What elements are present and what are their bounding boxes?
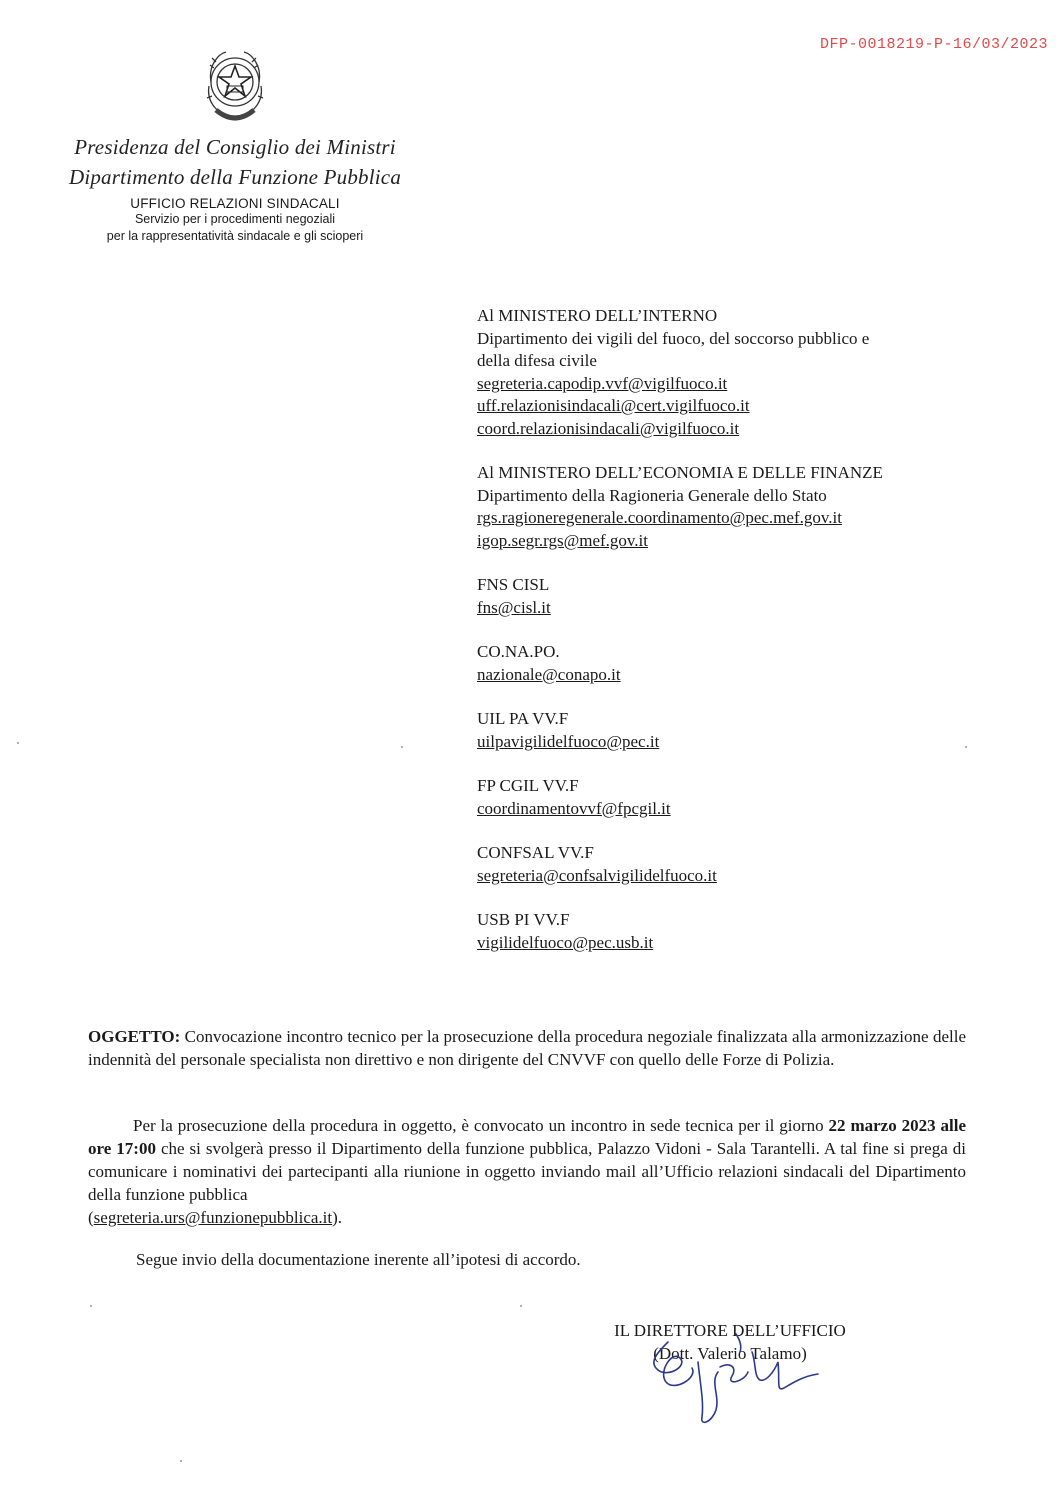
meeting-date: 22 marzo 2023 alle ore 17:00 bbox=[88, 1116, 966, 1158]
body-text-part-1: Per la prosecuzione della procedura in oggetto, è convocato un incontro in sede tecnica per il giorno bbox=[133, 1116, 829, 1135]
recipient-department: della difesa civile bbox=[477, 351, 597, 370]
recipient-block bbox=[477, 909, 957, 954]
recipient-name: Al MINISTERO DELL’ECONOMIA E DELLE FINANZE bbox=[477, 463, 883, 482]
recipient-block bbox=[477, 641, 957, 686]
recipient-department: Dipartimento dei vigili del fuoco, del soccorso pubblico e bbox=[477, 328, 870, 348]
subject-paragraph bbox=[88, 1025, 966, 1071]
recipient-name: USB PI VV.F bbox=[477, 910, 570, 929]
recipients-list bbox=[477, 305, 957, 976]
recipient-email-link[interactable]: coord.relazionisindacali@vigilfuoco.it bbox=[477, 418, 740, 438]
recipient-block bbox=[477, 574, 957, 619]
letterhead bbox=[60, 132, 410, 245]
handwritten-signature bbox=[628, 1322, 828, 1442]
recipient-block bbox=[477, 305, 957, 440]
letterhead-office: UFFICIO RELAZIONI SINDACALI bbox=[130, 196, 340, 211]
recipient-block bbox=[477, 842, 957, 887]
recipient-email-link[interactable]: fns@cisl.it bbox=[477, 597, 551, 617]
recipient-name: UIL PA VV.F bbox=[477, 709, 569, 728]
letterhead-service-line-2: per la rappresentatività sindacale e gli scioperi bbox=[106, 229, 364, 243]
recipient-block bbox=[477, 775, 957, 820]
signatory-title: IL DIRETTORE DELL’UFFICIO bbox=[614, 1321, 846, 1340]
signatory-name: (Dott. Valerio Talamo) bbox=[653, 1344, 807, 1363]
recipient-email-link[interactable]: rgs.ragioneregenerale.coordinamento@pec.mef.gov.it bbox=[477, 508, 842, 527]
recipient-name: CONFSAL VV.F bbox=[477, 843, 594, 862]
recipient-block bbox=[477, 708, 957, 753]
recipient-email-link[interactable]: coordinamentovvf@fpcgil.it bbox=[477, 798, 671, 818]
recipient-email-link[interactable]: uilpavigilidelfuoco@pec.it bbox=[477, 731, 660, 751]
letterhead-presidency: Presidenza del Consiglio dei Ministri bbox=[74, 135, 396, 159]
closing-sentence: Segue invio della documentazione inerente all’ipotesi di accordo. bbox=[136, 1250, 581, 1269]
letterhead-department: Dipartimento della Funzione Pubblica bbox=[68, 165, 402, 189]
recipient-email-link[interactable]: segreteria@confsalvigilidelfuoco.it bbox=[477, 865, 717, 885]
italian-republic-emblem-icon bbox=[196, 46, 274, 128]
recipient-name: Al MINISTERO DELL’INTERNO bbox=[477, 306, 718, 325]
recipient-department: Dipartimento della Ragioneria Generale dello Stato bbox=[477, 485, 827, 505]
email-close-paren: ). bbox=[332, 1208, 343, 1227]
subject-label: OGGETTO: bbox=[88, 1027, 181, 1046]
letterhead-service-line-1: Servizio per i procedimenti negoziali bbox=[134, 212, 336, 226]
body-paragraph bbox=[88, 1114, 966, 1229]
recipient-email-link[interactable]: vigilidelfuoco@pec.usb.it bbox=[477, 932, 654, 952]
recipient-email-link[interactable]: igop.segr.rgs@mef.gov.it bbox=[477, 530, 649, 550]
recipient-email-link[interactable]: uff.relazionisindacali@cert.vigilfuoco.it bbox=[477, 396, 750, 415]
email-open-paren: ( bbox=[88, 1208, 94, 1227]
protocol-number: DFP-0018219-P-16/03/2023 bbox=[819, 36, 1048, 53]
recipient-name: FNS CISL bbox=[477, 575, 550, 594]
body-text-part-2: che si svolgerà presso il Dipartimento della funzione pubblica, Palazzo Vidoni - Sala Tarantelli. A tal fine si prega di comunicare i nominativi dei partecipanti alla riunione in oggetto inviando mail all’Ufficio relazioni sindacali del Dipartimento della funzione pubblica bbox=[88, 1139, 966, 1204]
recipient-name: CO.NA.PO. bbox=[477, 642, 560, 661]
recipient-block bbox=[477, 462, 957, 552]
recipient-name: FP CGIL VV.F bbox=[477, 776, 579, 795]
recipient-email-link[interactable]: segreteria.capodip.vvf@vigilfuoco.it bbox=[477, 373, 728, 393]
recipient-email-link[interactable]: nazionale@conapo.it bbox=[477, 664, 621, 684]
subject-text: Convocazione incontro tecnico per la prosecuzione della procedura negoziale finalizzata alla armonizzazione delle indennità del personale specialista non direttivo e non dirigente del CNVVF con quello delle Forze di Polizia. bbox=[88, 1027, 967, 1069]
office-email-link[interactable]: segreteria.urs@funzionepubblica.it bbox=[93, 1208, 333, 1227]
